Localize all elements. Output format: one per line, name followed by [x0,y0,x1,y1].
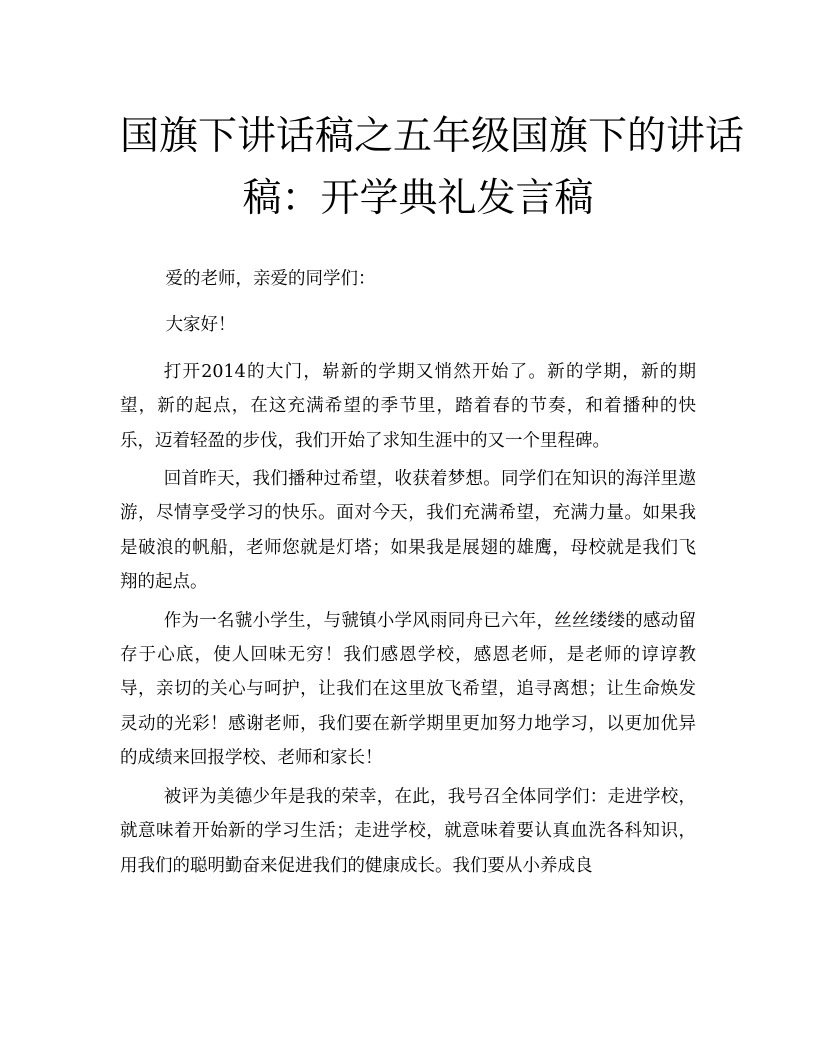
body-paragraph: 被评为美德少年是我的荣幸，在此，我号召全体同学们：走进学校，就意味着开始新的学习生活；走进学校，就意味着要认真血洗各科知识，用我们的聪明勤奋来促进我们的健康成长。我们要从小养成良 [120,786,696,876]
greeting-paragraph: 爱的老师，亲爱的同学们： [165,269,376,289]
body-paragraph: 打开2014的大门，崭新的学期又悄然开始了。新的学期，新的期望，新的起点，在这充满希望的季节里，踏着春的节奏，和着播种的快乐，迈着轻盈的步伐，我们开始了求知生涯中的又一个里程碑。 [120,361,696,451]
document-title [120,106,745,230]
title-line-2: 稿：开学典礼发言稿 [242,176,594,221]
title-line-1: 国旗下讲话稿之五年级国旗下的讲话 [120,114,745,159]
document-body [120,262,696,887]
hello-paragraph: 大家好！ [165,315,236,336]
body-paragraph: 回首昨天，我们播种过希望，收获着梦想。同学们在知识的海洋里遨游，尽情享受学习的快乐。面对今天，我们充满希望，充满力量。如果我是破浪的帆船，老师您就是灯塔；如果我是展翅的雄鹰，母校就是我们飞翔的起点。 [120,469,696,593]
body-paragraph: 作为一名虢小学生，与虢镇小学风雨同舟已六年，丝丝缕缕的感动留存于心底，使人回味无穷！我们感恩学校，感恩老师，是老师的谆谆教导，亲切的关心与呵护，让我们在这里放飞希望，追寻离想；让生命焕发灵动的光彩！感谢老师，我们要在新学期里更加努力地学习，以更加优异的成绩来回报学校、老师和家长！ [120,610,696,769]
